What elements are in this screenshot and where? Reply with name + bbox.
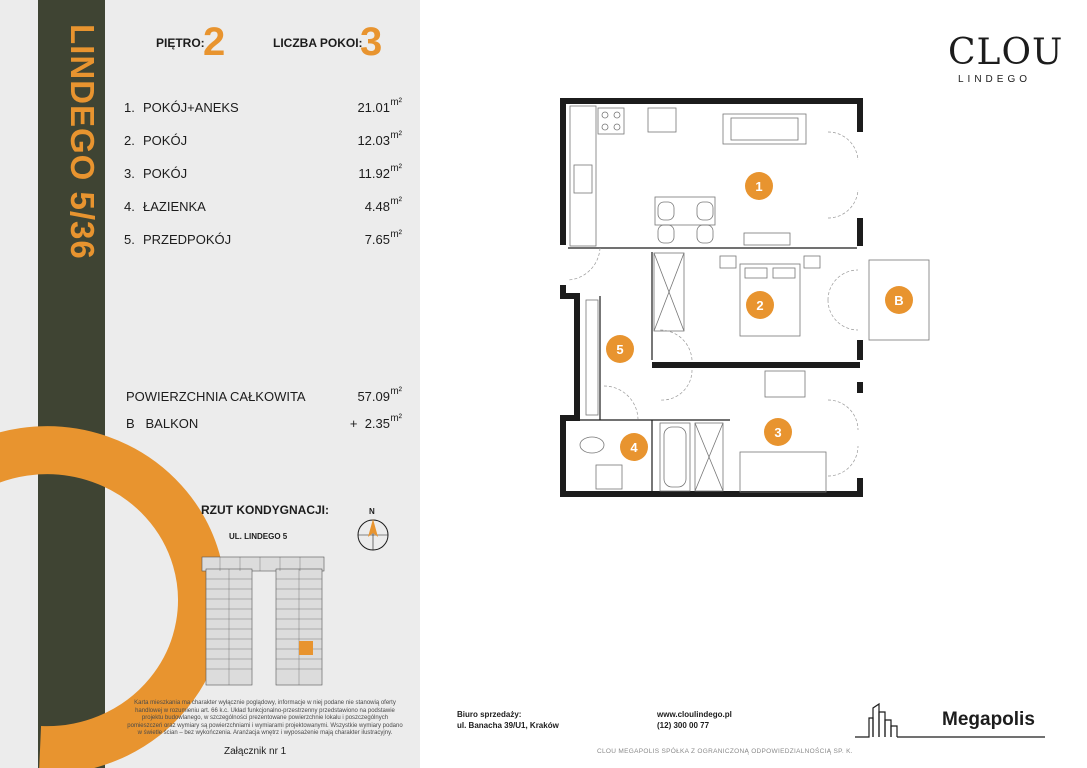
legal-footer: CLOU MEGAPOLIS SPÓŁKA Z OGRANICZONĄ ODPOWIEDZIALNOŚCIĄ SP. K. bbox=[597, 748, 853, 755]
north-arrow-icon bbox=[355, 505, 391, 553]
room-index: 1. bbox=[124, 100, 135, 115]
room-unit: m² bbox=[390, 163, 402, 174]
floor-value: 2 bbox=[203, 20, 226, 64]
room-index: 3. bbox=[124, 166, 135, 181]
apartment-floor-plan bbox=[545, 92, 945, 502]
apartment-title: LINDEGO 5/36 bbox=[64, 24, 101, 260]
sales-office-address: ul. Banacha 39/U1, Kraków bbox=[457, 721, 559, 730]
brand-subtitle: LINDEGO bbox=[958, 74, 1032, 85]
room-row bbox=[124, 196, 402, 217]
balcony-label: B BALKON bbox=[126, 416, 199, 431]
room-index: 5. bbox=[124, 232, 135, 247]
current-apartment-marker bbox=[299, 641, 313, 655]
rooms-count-value: 3 bbox=[360, 20, 383, 64]
room-name: POKÓJ bbox=[143, 166, 188, 181]
total-area-value: 57.09 bbox=[357, 389, 390, 404]
total-area-label: POWIERZCHNIA CAŁKOWITA bbox=[126, 389, 306, 404]
contact bbox=[657, 709, 732, 731]
svg-text:B: B bbox=[894, 293, 904, 308]
website-link[interactable]: www.cloulindego.pl bbox=[657, 710, 732, 719]
balcony-row bbox=[126, 413, 402, 434]
room-name: PRZEDPOKÓJ bbox=[143, 232, 232, 247]
key-plan-map bbox=[200, 555, 326, 690]
room-badge-1 bbox=[745, 172, 773, 200]
room-area: 21.01 bbox=[357, 100, 390, 115]
attachment-label: Załącznik nr 1 bbox=[224, 746, 287, 757]
sales-office bbox=[457, 709, 559, 731]
developer-name: Megapolis bbox=[942, 709, 1035, 730]
room-row bbox=[124, 130, 402, 151]
north-label: N bbox=[369, 507, 375, 516]
room-row bbox=[124, 97, 402, 118]
room-area: 12.03 bbox=[357, 133, 390, 148]
room-area: 7.65 bbox=[364, 232, 390, 247]
sales-office-label: Biuro sprzedaży: bbox=[457, 710, 522, 719]
svg-text:1: 1 bbox=[755, 179, 763, 194]
room-index: 2. bbox=[124, 133, 135, 148]
room-name: POKÓJ bbox=[143, 133, 188, 148]
balcony-badge bbox=[885, 286, 913, 314]
room-name: ŁAZIENKA bbox=[143, 199, 206, 214]
key-plan-title: RZUT KONDYGNACJI: bbox=[201, 503, 329, 517]
floor-label: PIĘTRO: bbox=[156, 36, 205, 50]
room-area: 4.48 bbox=[364, 199, 390, 214]
balcony-unit: m² bbox=[390, 413, 402, 424]
room-badge-4 bbox=[620, 433, 648, 461]
brand-logo: CLOU bbox=[948, 32, 1064, 73]
room-area: 11.92 bbox=[358, 166, 390, 181]
room-row bbox=[124, 229, 402, 250]
room-unit: m² bbox=[390, 229, 402, 240]
phone-number: (12) 300 00 77 bbox=[657, 721, 710, 730]
room-unit: m² bbox=[390, 97, 402, 108]
total-area-unit: m² bbox=[390, 386, 402, 397]
room-index: 4. bbox=[124, 199, 135, 214]
total-area-row bbox=[126, 386, 402, 407]
key-plan-street: UL. LINDEGO 5 bbox=[229, 532, 288, 541]
room-badge-5 bbox=[606, 335, 634, 363]
room-unit: m² bbox=[390, 196, 402, 207]
room-row bbox=[124, 163, 402, 184]
svg-text:5: 5 bbox=[616, 342, 624, 357]
svg-text:4: 4 bbox=[630, 440, 638, 455]
room-unit: m² bbox=[390, 130, 402, 141]
room-badge-2 bbox=[746, 291, 774, 319]
room-name: POKÓJ+ANEKS bbox=[143, 100, 239, 115]
svg-text:3: 3 bbox=[774, 425, 782, 440]
balcony-value: + 2.35 bbox=[349, 416, 390, 431]
rooms-count-label: LICZBA POKOI: bbox=[273, 36, 363, 50]
disclaimer-text: Karta mieszkania ma charakter wyłącznie poglądowy, informacje w niej podane nie stanowią oferty handlowej w rozumieniu art. 66 k.c. Układ funkcjonalno-przestrzenny przedstawiono na podstawie projektu budowlanego, w szczególności prezentowane powierzchnie lokalu i poszczególnych pomieszczeń oraz wymiary są powierzchniami i wymiarami projektowanymi. Wszystkie wymiary podano w świetle ścian – bez wykończenia. Aranżacja wnętrz i wyposażenie mają charakter ilustracyjny. bbox=[127, 700, 403, 737]
svg-text:2: 2 bbox=[756, 298, 764, 313]
room-badge-3 bbox=[764, 418, 792, 446]
